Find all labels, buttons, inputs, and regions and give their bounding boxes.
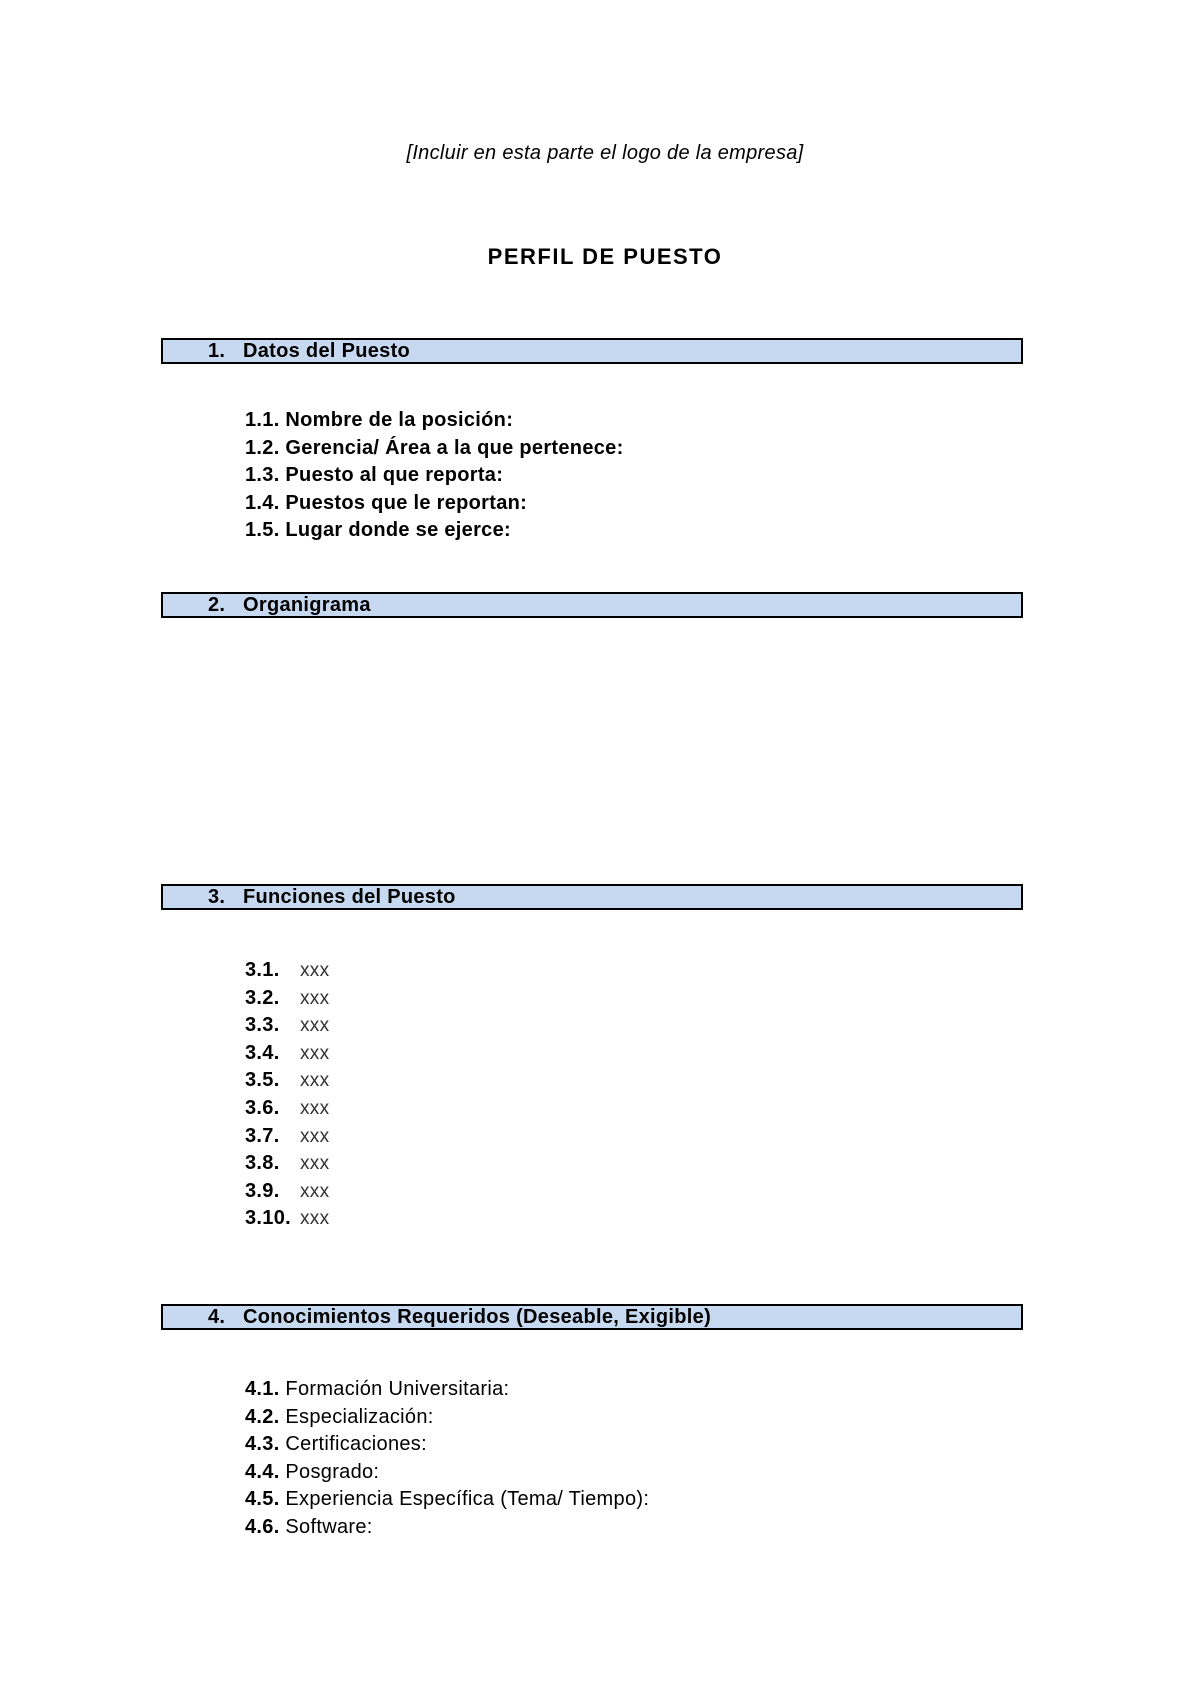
item-text: xxx bbox=[300, 960, 330, 981]
list-item bbox=[245, 1431, 649, 1459]
section-header-datos-del-puesto bbox=[161, 338, 1023, 364]
item-number: 4.1. bbox=[245, 1378, 280, 1400]
list-item: 1.5. Lugar donde se ejerce: bbox=[245, 519, 511, 542]
list-item bbox=[245, 1514, 649, 1542]
item-text: Especialización: bbox=[285, 1405, 434, 1428]
datos-del-puesto-list bbox=[245, 407, 624, 545]
organigrama-area bbox=[161, 624, 1023, 874]
section-header-organigrama bbox=[161, 592, 1023, 618]
item-number: 3.8. bbox=[245, 1152, 280, 1175]
list-item bbox=[245, 1459, 649, 1487]
list-item bbox=[245, 1376, 649, 1404]
conocimientos-list bbox=[245, 1376, 649, 1542]
section-number: 3. bbox=[208, 886, 226, 908]
item-text: Posgrado: bbox=[285, 1460, 380, 1483]
item-number: 3.4. bbox=[245, 1041, 280, 1064]
logo-placeholder: [Incluir en esta parte el logo de la empresa] bbox=[406, 142, 804, 164]
list-item bbox=[245, 1095, 329, 1123]
item-text: Certificaciones: bbox=[285, 1433, 427, 1456]
list-item bbox=[245, 1067, 329, 1095]
item-number: 3.2. bbox=[245, 986, 280, 1009]
page-title: PERFIL DE PUESTO bbox=[487, 244, 723, 269]
item-text: xxx bbox=[300, 987, 330, 1009]
list-item bbox=[245, 1205, 329, 1233]
item-text: Formación Universitaria: bbox=[285, 1378, 510, 1400]
item-text: xxx bbox=[300, 1070, 330, 1092]
item-text: xxx bbox=[300, 1180, 330, 1202]
item-text: xxx bbox=[300, 1042, 330, 1064]
section-header-conocimientos-requeridos bbox=[161, 1304, 1023, 1330]
item-text: xxx bbox=[300, 1208, 330, 1230]
section-title: Datos del Puesto bbox=[243, 340, 411, 362]
section-title: Organigrama bbox=[243, 594, 371, 616]
item-number: 4.6. bbox=[245, 1515, 280, 1538]
item-number: 4.4. bbox=[245, 1460, 280, 1483]
item-number: 4.2. bbox=[245, 1405, 280, 1428]
section-header-funciones-del-puesto bbox=[161, 884, 1023, 910]
item-text: xxx bbox=[300, 1015, 330, 1037]
list-item bbox=[245, 1404, 649, 1432]
section-title: Funciones del Puesto bbox=[243, 886, 456, 908]
item-number: 3.1. bbox=[245, 959, 280, 981]
list-item bbox=[245, 1012, 329, 1040]
list-item: 1.2. Gerencia/ Área a la que pertenece: bbox=[245, 436, 624, 459]
section-title: Conocimientos Requeridos (Deseable, Exigible) bbox=[243, 1306, 712, 1328]
item-number: 3.6. bbox=[245, 1096, 280, 1119]
section-number: 1. bbox=[208, 340, 226, 362]
item-number: 3.10. bbox=[245, 1207, 291, 1230]
funciones-list bbox=[245, 957, 329, 1233]
item-text: Software: bbox=[285, 1515, 373, 1538]
item-text: Experiencia Específica (Tema/ Tiempo): bbox=[285, 1488, 650, 1511]
item-number: 3.7. bbox=[245, 1124, 280, 1147]
item-text: xxx bbox=[300, 1153, 330, 1175]
list-item bbox=[245, 957, 329, 985]
item-number: 4.5. bbox=[245, 1488, 280, 1511]
list-item bbox=[245, 985, 329, 1013]
list-item: 1.4. Puestos que le reportan: bbox=[245, 491, 528, 514]
item-text: xxx bbox=[300, 1125, 330, 1147]
section-number: 4. bbox=[208, 1306, 226, 1328]
list-item bbox=[245, 1123, 329, 1151]
item-number: 4.3. bbox=[245, 1433, 280, 1456]
item-text: xxx bbox=[300, 1097, 330, 1119]
list-item bbox=[245, 1178, 329, 1206]
list-item bbox=[245, 1150, 329, 1178]
list-item bbox=[245, 1486, 649, 1514]
item-number: 3.3. bbox=[245, 1014, 280, 1037]
list-item: 1.3. Puesto al que reporta: bbox=[245, 464, 504, 487]
list-item bbox=[245, 1040, 329, 1068]
item-number: 3.9. bbox=[245, 1179, 280, 1202]
list-item: 1.1. Nombre de la posición: bbox=[245, 409, 514, 431]
item-number: 3.5. bbox=[245, 1069, 280, 1092]
section-number: 2. bbox=[208, 594, 226, 616]
